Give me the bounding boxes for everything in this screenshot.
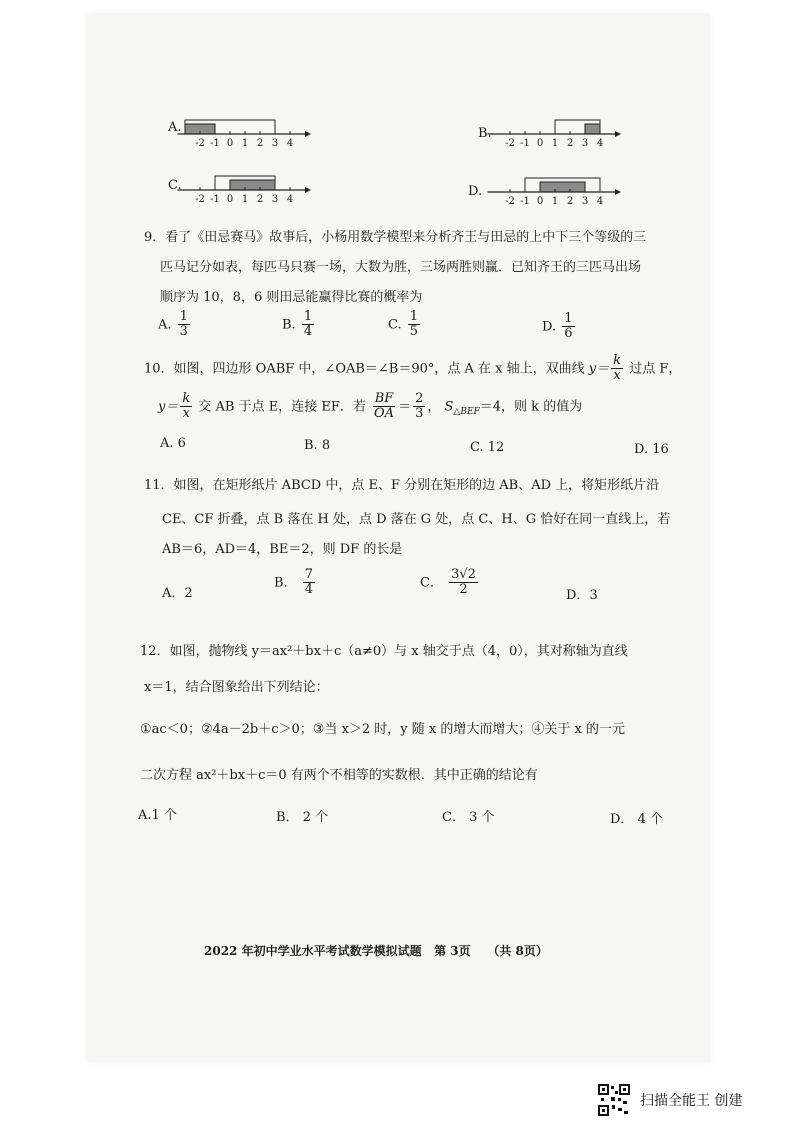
q8-option-d[interactable]: [468, 170, 638, 210]
q9-option-d[interactable]: [542, 312, 577, 342]
q10-s: S: [444, 399, 454, 415]
axis-arrow-icon: [305, 187, 311, 193]
shaded-region: [230, 180, 275, 190]
q12-line-2: x＝1，结合图象给出下列结论：: [144, 680, 329, 695]
tick-label: -2: [195, 194, 205, 205]
q11-option-a-label: A．: [162, 586, 185, 601]
q9-option-c-num: 1: [409, 309, 419, 324]
q9-option-b-fraction: [302, 310, 314, 340]
q10-s-sub: △BEF: [453, 406, 480, 417]
tick-label: 0: [536, 138, 544, 149]
q9-option-c-label: C.: [388, 317, 402, 333]
q11-option-b-num: 7: [304, 567, 313, 582]
q9-option-c-den: 5: [409, 324, 419, 340]
q9-option-b-label: B.: [282, 317, 296, 333]
q9-option-a-fraction: [178, 310, 190, 340]
tick-label: 3: [271, 138, 279, 149]
q12-line-4: 二次方程 ax²＋bx＋c＝0 有两个不相等的实数根．其中正确的结论有: [140, 768, 538, 783]
q11-line-2: CE、CF 折叠，点 B 落在 H 处，点 D 落在 G 处，点 C、H、G 恰好在同一直线上，若: [162, 512, 671, 527]
q10-y-equals-2: y＝: [158, 399, 179, 415]
q9-option-a-num: 1: [179, 309, 188, 324]
q10-option-b[interactable]: [304, 438, 330, 453]
q10-k-over-x-1: [611, 354, 623, 384]
q10-equals: ＝: [398, 399, 412, 415]
tick-label: 4: [286, 194, 294, 205]
q11-option-c-den: 2: [459, 582, 468, 598]
q10-line-1-text: 10．如图，四边形 OABF 中，∠OAB＝∠B＝90°，点 A 在 x 轴上，双曲线: [144, 361, 585, 377]
q10-option-a-value: 6: [177, 436, 186, 451]
q9-line-3: 顺序为 10，8，6 则田忌能赢得比赛的概率为: [160, 290, 423, 305]
q9-line-1: 9．看了《田忌赛马》故事后，小杨用数学模型来分析齐王与田忌的上中下三个等级的三: [144, 230, 647, 245]
q8-option-c[interactable]: [168, 168, 338, 208]
q12-option-c-label: C．: [442, 810, 465, 825]
axis-arrow-icon: [305, 131, 311, 137]
q11-option-b-label: B．: [274, 575, 297, 591]
q10-option-d-label: D.: [634, 442, 649, 457]
tick-label: 2: [256, 138, 264, 149]
q11-line-3: AB＝6，AD＝4，BE＝2，则 DF 的长是: [162, 542, 403, 557]
page-footer: [204, 942, 548, 959]
q11-option-c-num: 3√2: [451, 567, 476, 582]
tick-label: 0: [226, 138, 234, 149]
q8-option-a[interactable]: [168, 112, 338, 152]
q10-line-2: [158, 392, 582, 422]
tick-label: 0: [226, 194, 234, 205]
tick-label: -1: [210, 194, 220, 205]
q11-option-d-label: D．: [566, 588, 590, 603]
tick-label: 4: [596, 196, 604, 207]
q9-line-2: 匹马记分如表，每匹马只赛一场，大数为胜，三场两胜则赢．已知齐王的三匹马出场: [160, 260, 642, 275]
q11-option-c[interactable]: [420, 568, 480, 598]
tick-label: 4: [286, 138, 294, 149]
tick-label: 3: [581, 196, 589, 207]
q10-two-thirds: [413, 392, 425, 422]
tick-label: -2: [195, 138, 205, 149]
q10-line-1-tail: 过点 F，: [629, 361, 682, 377]
tick-label: -2: [505, 138, 515, 149]
q9-option-b-den: 4: [303, 324, 313, 340]
q9-option-b[interactable]: [282, 310, 316, 340]
tick-label: 2: [566, 138, 574, 149]
axis-arrow-icon: [615, 131, 621, 137]
q10-x-2: x: [182, 406, 190, 422]
footer-total: （共 8页）: [487, 944, 548, 958]
q11-option-a[interactable]: [162, 582, 193, 601]
q9-option-d-fraction: [562, 312, 574, 342]
axis-arrow-icon: [615, 189, 621, 195]
q11-option-d-value: 3: [589, 588, 598, 603]
tick-label: 1: [551, 196, 559, 207]
watermark-text: 扫描全能王 创建: [640, 1093, 743, 1109]
q9-option-a[interactable]: [158, 310, 192, 340]
q10-k-2: k: [182, 391, 191, 406]
q11-option-c-label: C．: [420, 575, 443, 591]
q10-three: 3: [415, 406, 424, 422]
q10-option-c[interactable]: [470, 440, 504, 455]
q8-number-line-c: [188, 168, 338, 208]
q10-option-a-label: A.: [160, 436, 174, 451]
q10-line-2-text: 交 AB 于点 E，连接 EF．若: [198, 399, 366, 415]
q12-option-d-label: D．: [610, 812, 634, 827]
q8-option-c-label: C.: [168, 178, 182, 193]
q12-option-a-label: A.: [138, 808, 152, 823]
q8-option-b-label: B.: [478, 126, 492, 141]
q12-line-3: ①ac＜0；②4a－2b＋c＞0；③当 x＞2 时，y 随 x 的增大而增大；④关于 x 的一元: [140, 722, 625, 737]
q8-number-line-d: [498, 170, 648, 210]
q12-option-a[interactable]: [138, 804, 177, 823]
tick-label: 1: [241, 194, 249, 205]
q9-option-c[interactable]: [388, 310, 422, 340]
q12-option-d[interactable]: [610, 808, 663, 827]
q10-bf-over-oa: [372, 392, 396, 422]
q9-option-d-label: D.: [542, 319, 557, 335]
q8-number-line-a: [188, 112, 338, 152]
q12-option-c-value: 3 个: [469, 810, 495, 825]
q8-option-b[interactable]: [478, 112, 648, 152]
q9-option-b-num: 1: [303, 309, 313, 324]
q9-option-d-den: 6: [564, 326, 573, 342]
q10-line-2-tail: ＝4，则 k 的值为: [479, 399, 583, 415]
q10-bf: BF: [374, 391, 394, 406]
q10-k-over-x-2: [180, 392, 192, 422]
q11-line-1: 11．如图，在矩形纸片 ABCD 中，点 E、F 分别在矩形的边 AB、AD 上，将矩形纸片沿: [144, 478, 660, 493]
q11-option-b[interactable]: [274, 568, 317, 598]
q10-option-d-value: 16: [652, 442, 669, 457]
footer-title: 2022 年初中学业水平考试数学模拟试题: [204, 944, 422, 958]
q9-option-a-label: A.: [158, 317, 172, 333]
q12-option-b[interactable]: [276, 806, 328, 825]
q10-x-1: x: [613, 368, 621, 384]
q10-k-1: k: [613, 353, 622, 368]
q10-option-c-label: C.: [470, 440, 484, 455]
tick-label: 2: [256, 194, 264, 205]
q10-option-c-value: 12: [487, 440, 505, 455]
tick-label: -1: [520, 196, 530, 207]
qr-code-icon: [598, 1084, 630, 1116]
tick-label: 4: [596, 138, 604, 149]
q8-option-a-label: A.: [168, 120, 182, 135]
tick-label: 2: [566, 196, 574, 207]
q10-two: 2: [415, 391, 424, 406]
q10-comma: ，: [427, 399, 441, 415]
tick-label: 1: [241, 138, 249, 149]
q8-option-d-label: D.: [468, 184, 483, 199]
q10-oa: OA: [374, 406, 395, 422]
q9-option-a-den: 3: [179, 324, 188, 340]
shaded-region: [585, 124, 600, 134]
q8-number-line-b: [498, 112, 648, 152]
q9-option-d-num: 1: [564, 311, 573, 326]
q10-option-a[interactable]: [160, 436, 186, 451]
q11-option-d[interactable]: [566, 584, 598, 603]
q10-y-equals: y＝: [588, 361, 610, 377]
q11-option-a-value: 2: [184, 586, 193, 601]
q11-option-b-den: 4: [304, 582, 313, 598]
q11-option-c-fraction: [449, 568, 478, 598]
tick-label: 1: [551, 138, 559, 149]
q9-option-c-fraction: [408, 310, 420, 340]
q12-line-1: 12．如图，抛物线 y＝ax²＋bx＋c（a≠0）与 x 轴交于点（4，0），其对称轴为直线: [140, 644, 628, 659]
q12-option-b-value: 2 个: [302, 810, 329, 825]
q12-option-d-value: 4 个: [637, 812, 663, 827]
footer-page: 第 3页: [434, 944, 471, 958]
tick-label: 3: [581, 138, 589, 149]
q10-line-1: [144, 354, 681, 384]
tick-label: -2: [505, 196, 515, 207]
q10-option-b-value: 8: [321, 438, 331, 453]
tick-label: 0: [536, 196, 544, 207]
q11-option-b-fraction: [303, 568, 315, 598]
q12-option-a-value: 1 个: [151, 808, 177, 823]
tick-label: -1: [520, 138, 530, 149]
q12-option-b-label: B．: [276, 810, 299, 825]
tick-label: -1: [210, 138, 220, 149]
shaded-region: [540, 182, 585, 192]
q10-option-d[interactable]: [634, 442, 669, 457]
q12-option-c[interactable]: [442, 806, 495, 825]
q10-option-b-label: B.: [304, 438, 318, 453]
tick-label: 3: [271, 194, 279, 205]
